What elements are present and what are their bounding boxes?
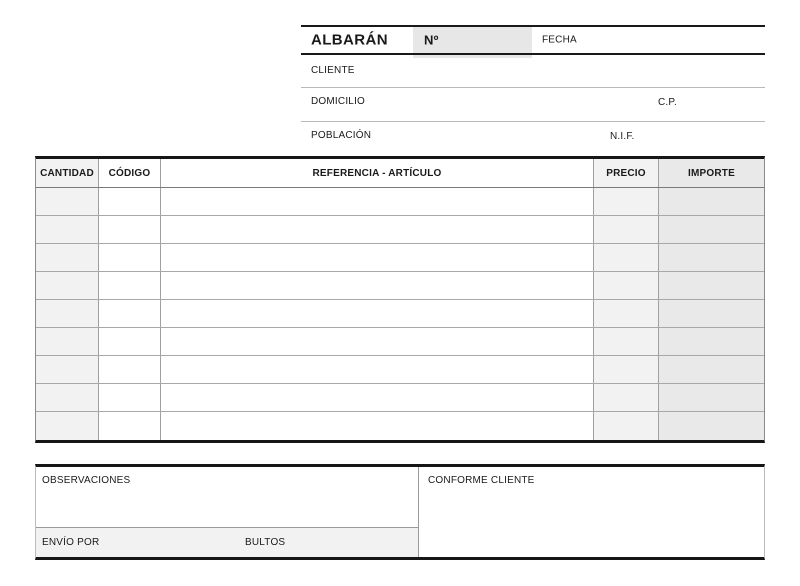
column-header-referencia: REFERENCIA - ARTÍCULO bbox=[161, 159, 594, 187]
items-table-body bbox=[36, 188, 764, 440]
footer-left bbox=[36, 467, 418, 557]
column-header-importe: IMPORTE bbox=[659, 159, 764, 187]
postal-code-field[interactable] bbox=[686, 88, 765, 121]
table-cell-codigo[interactable] bbox=[99, 300, 161, 327]
address-label: DOMICILIO bbox=[311, 96, 366, 107]
table-row bbox=[36, 216, 764, 244]
table-cell-importe[interactable] bbox=[659, 384, 764, 411]
table-cell-importe[interactable] bbox=[659, 244, 764, 271]
table-row bbox=[36, 384, 764, 412]
table-cell-importe[interactable] bbox=[659, 412, 764, 440]
table-cell-precio[interactable] bbox=[594, 216, 659, 243]
table-cell-codigo[interactable] bbox=[99, 384, 161, 411]
table-cell-referencia[interactable] bbox=[161, 356, 594, 383]
table-cell-referencia[interactable] bbox=[161, 272, 594, 299]
city-field[interactable] bbox=[391, 122, 601, 156]
observations-field[interactable] bbox=[36, 489, 418, 527]
address-field[interactable] bbox=[386, 88, 651, 121]
table-cell-precio[interactable] bbox=[594, 188, 659, 215]
footer-section bbox=[35, 464, 765, 560]
table-cell-codigo[interactable] bbox=[99, 412, 161, 440]
form-title: ALBARÁN bbox=[311, 31, 388, 49]
shipping-row bbox=[36, 527, 418, 557]
postal-code-label: C.P. bbox=[658, 97, 677, 108]
table-cell-codigo[interactable] bbox=[99, 244, 161, 271]
table-cell-precio[interactable] bbox=[594, 384, 659, 411]
table-cell-cantidad[interactable] bbox=[36, 272, 99, 299]
table-cell-importe[interactable] bbox=[659, 356, 764, 383]
table-cell-cantidad[interactable] bbox=[36, 384, 99, 411]
table-cell-importe[interactable] bbox=[659, 188, 764, 215]
table-cell-referencia[interactable] bbox=[161, 412, 594, 440]
observations-area bbox=[36, 467, 418, 527]
date-label: FECHA bbox=[542, 34, 577, 46]
number-label: Nº bbox=[424, 32, 439, 48]
tax-id-label: N.I.F. bbox=[610, 131, 635, 142]
table-cell-referencia[interactable] bbox=[161, 216, 594, 243]
customer-approval-area bbox=[418, 467, 764, 557]
table-cell-cantidad[interactable] bbox=[36, 328, 99, 355]
table-cell-cantidad[interactable] bbox=[36, 300, 99, 327]
city-label: POBLACIÓN bbox=[311, 130, 372, 141]
table-row bbox=[36, 244, 764, 272]
customer-approval-field[interactable] bbox=[419, 489, 764, 557]
client-row bbox=[301, 57, 765, 88]
table-cell-codigo[interactable] bbox=[99, 328, 161, 355]
column-header-cantidad: CANTIDAD bbox=[36, 159, 99, 187]
table-cell-precio[interactable] bbox=[594, 300, 659, 327]
packages-label: BULTOS bbox=[245, 537, 286, 548]
address-row bbox=[301, 88, 765, 122]
table-row bbox=[36, 356, 764, 384]
table-cell-cantidad[interactable] bbox=[36, 356, 99, 383]
table-cell-importe[interactable] bbox=[659, 272, 764, 299]
client-label: CLIENTE bbox=[311, 65, 355, 76]
table-cell-referencia[interactable] bbox=[161, 384, 594, 411]
table-cell-referencia[interactable] bbox=[161, 328, 594, 355]
table-cell-referencia[interactable] bbox=[161, 300, 594, 327]
table-cell-cantidad[interactable] bbox=[36, 216, 99, 243]
client-field[interactable] bbox=[371, 57, 765, 87]
table-row bbox=[36, 188, 764, 216]
items-table bbox=[35, 156, 765, 443]
column-header-codigo: CÓDIGO bbox=[99, 159, 161, 187]
shipping-label: ENVÍO POR bbox=[42, 537, 100, 548]
table-row bbox=[36, 300, 764, 328]
table-cell-codigo[interactable] bbox=[99, 272, 161, 299]
table-cell-precio[interactable] bbox=[594, 328, 659, 355]
customer-approval-label: CONFORME CLIENTE bbox=[428, 475, 535, 486]
table-cell-codigo[interactable] bbox=[99, 188, 161, 215]
table-cell-precio[interactable] bbox=[594, 412, 659, 440]
table-cell-importe[interactable] bbox=[659, 328, 764, 355]
table-cell-importe[interactable] bbox=[659, 300, 764, 327]
table-cell-cantidad[interactable] bbox=[36, 244, 99, 271]
table-cell-codigo[interactable] bbox=[99, 356, 161, 383]
table-row bbox=[36, 412, 764, 440]
shipping-field[interactable] bbox=[102, 528, 242, 557]
column-header-precio: PRECIO bbox=[594, 159, 659, 187]
table-cell-precio[interactable] bbox=[594, 244, 659, 271]
table-row bbox=[36, 328, 764, 356]
customer-section bbox=[301, 57, 765, 156]
packages-field[interactable] bbox=[288, 528, 418, 557]
table-cell-precio[interactable] bbox=[594, 356, 659, 383]
table-cell-codigo[interactable] bbox=[99, 216, 161, 243]
table-cell-cantidad[interactable] bbox=[36, 188, 99, 215]
items-table-header bbox=[36, 159, 764, 188]
city-row bbox=[301, 122, 765, 156]
table-row bbox=[36, 272, 764, 300]
table-cell-referencia[interactable] bbox=[161, 244, 594, 271]
table-cell-referencia[interactable] bbox=[161, 188, 594, 215]
tax-id-field[interactable] bbox=[641, 122, 765, 156]
table-cell-precio[interactable] bbox=[594, 272, 659, 299]
date-field[interactable] bbox=[581, 27, 765, 53]
form-header bbox=[301, 25, 765, 55]
table-cell-cantidad[interactable] bbox=[36, 412, 99, 440]
table-cell-importe[interactable] bbox=[659, 216, 764, 243]
observations-label: OBSERVACIONES bbox=[42, 475, 131, 486]
